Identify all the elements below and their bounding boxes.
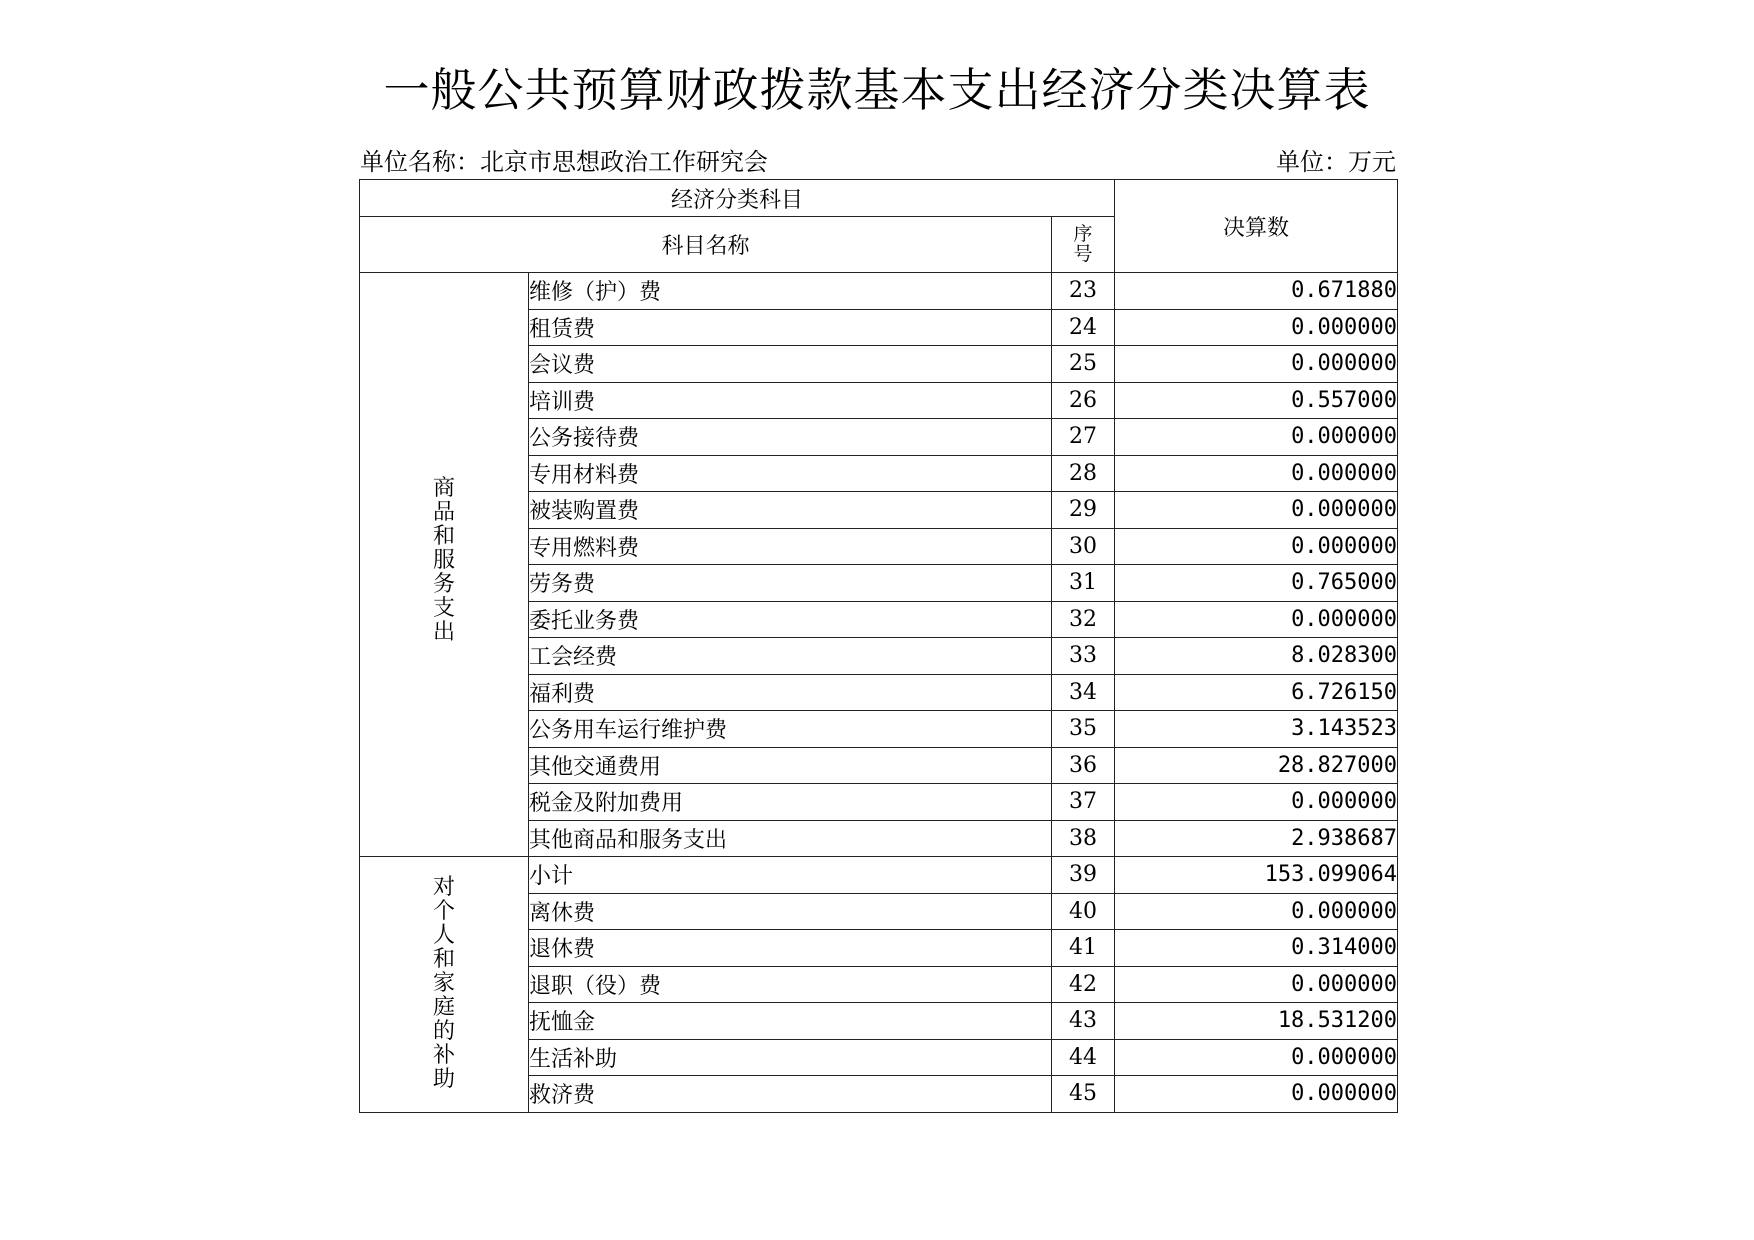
seq-number: 42 xyxy=(1052,966,1115,1003)
item-name: 专用燃料费 xyxy=(529,528,1052,565)
item-name: 离休费 xyxy=(529,893,1052,930)
final-amount: 0.000000 xyxy=(1115,528,1398,565)
seq-number: 43 xyxy=(1052,1003,1115,1040)
final-amount: 153.099064 xyxy=(1115,857,1398,894)
item-name: 培训费 xyxy=(529,382,1052,419)
table-row xyxy=(360,857,1398,894)
final-amount: 0.000000 xyxy=(1115,1039,1398,1076)
final-amount: 0.000000 xyxy=(1115,309,1398,346)
final-amount: 0.000000 xyxy=(1115,784,1398,821)
seq-number: 39 xyxy=(1052,857,1115,894)
header-row-1 xyxy=(360,180,1398,217)
seq-number: 28 xyxy=(1052,455,1115,492)
final-amount: 2.938687 xyxy=(1115,820,1398,857)
final-amount: 18.531200 xyxy=(1115,1003,1398,1040)
seq-number: 29 xyxy=(1052,492,1115,529)
item-name: 救济费 xyxy=(529,1076,1052,1113)
item-name: 专用材料费 xyxy=(529,455,1052,492)
item-name: 抚恤金 xyxy=(529,1003,1052,1040)
unit-name-label: 单位名称：北京市思想政治工作研究会 xyxy=(360,148,768,176)
seq-number: 33 xyxy=(1052,638,1115,675)
header-seq-label: 序号 xyxy=(1073,222,1093,265)
seq-number: 26 xyxy=(1052,382,1115,419)
currency-unit-label: 单位：万元 xyxy=(1276,148,1396,176)
seq-number: 35 xyxy=(1052,711,1115,748)
final-amount: 0.000000 xyxy=(1115,1076,1398,1113)
seq-number: 40 xyxy=(1052,893,1115,930)
final-amount: 0.000000 xyxy=(1115,455,1398,492)
seq-number: 27 xyxy=(1052,419,1115,456)
seq-number: 36 xyxy=(1052,747,1115,784)
item-name: 福利费 xyxy=(529,674,1052,711)
seq-number: 30 xyxy=(1052,528,1115,565)
final-amount: 0.000000 xyxy=(1115,492,1398,529)
item-name: 维修（护）费 xyxy=(529,273,1052,310)
final-amount: 28.827000 xyxy=(1115,747,1398,784)
item-name: 生活补助 xyxy=(529,1039,1052,1076)
final-amount: 0.000000 xyxy=(1115,601,1398,638)
final-amount: 8.028300 xyxy=(1115,638,1398,675)
item-name: 劳务费 xyxy=(529,565,1052,602)
item-name: 委托业务费 xyxy=(529,601,1052,638)
final-amount: 0.671880 xyxy=(1115,273,1398,310)
seq-number: 41 xyxy=(1052,930,1115,967)
seq-number: 23 xyxy=(1052,273,1115,310)
item-name: 税金及附加费用 xyxy=(529,784,1052,821)
final-amount: 6.726150 xyxy=(1115,674,1398,711)
item-name: 小计 xyxy=(529,857,1052,894)
final-amount: 0.765000 xyxy=(1115,565,1398,602)
seq-number: 44 xyxy=(1052,1039,1115,1076)
item-name: 公务用车运行维护费 xyxy=(529,711,1052,748)
header-final-amount: 决算数 xyxy=(1115,180,1398,273)
final-amount: 0.314000 xyxy=(1115,930,1398,967)
item-name: 租赁费 xyxy=(529,309,1052,346)
seq-number: 45 xyxy=(1052,1076,1115,1113)
category-cell xyxy=(360,273,529,857)
item-name: 其他商品和服务支出 xyxy=(529,820,1052,857)
item-name: 退职（役）费 xyxy=(529,966,1052,1003)
expenditure-table xyxy=(359,179,1398,1113)
final-amount: 0.000000 xyxy=(1115,346,1398,383)
item-name: 公务接待费 xyxy=(529,419,1052,456)
table-row xyxy=(360,273,1398,310)
item-name: 被装购置费 xyxy=(529,492,1052,529)
seq-number: 25 xyxy=(1052,346,1115,383)
seq-number: 24 xyxy=(1052,309,1115,346)
item-name: 会议费 xyxy=(529,346,1052,383)
item-name: 其他交通费用 xyxy=(529,747,1052,784)
seq-number: 32 xyxy=(1052,601,1115,638)
header-seq xyxy=(1052,217,1115,273)
header-item-name: 科目名称 xyxy=(360,217,1052,273)
category-cell xyxy=(360,857,529,1113)
item-name: 退休费 xyxy=(529,930,1052,967)
final-amount: 0.000000 xyxy=(1115,893,1398,930)
seq-number: 37 xyxy=(1052,784,1115,821)
item-name: 工会经费 xyxy=(529,638,1052,675)
page-title: 一般公共预算财政拨款基本支出经济分类决算表 xyxy=(383,63,1371,117)
final-amount: 0.000000 xyxy=(1115,419,1398,456)
final-amount: 0.557000 xyxy=(1115,382,1398,419)
category-label: 商品和服务支出 xyxy=(432,475,455,645)
final-amount: 3.143523 xyxy=(1115,711,1398,748)
seq-number: 38 xyxy=(1052,820,1115,857)
header-economic-category: 经济分类科目 xyxy=(360,180,1115,217)
seq-number: 34 xyxy=(1052,674,1115,711)
category-label: 对个人和家庭的补助 xyxy=(432,875,455,1093)
seq-number: 31 xyxy=(1052,565,1115,602)
final-amount: 0.000000 xyxy=(1115,966,1398,1003)
